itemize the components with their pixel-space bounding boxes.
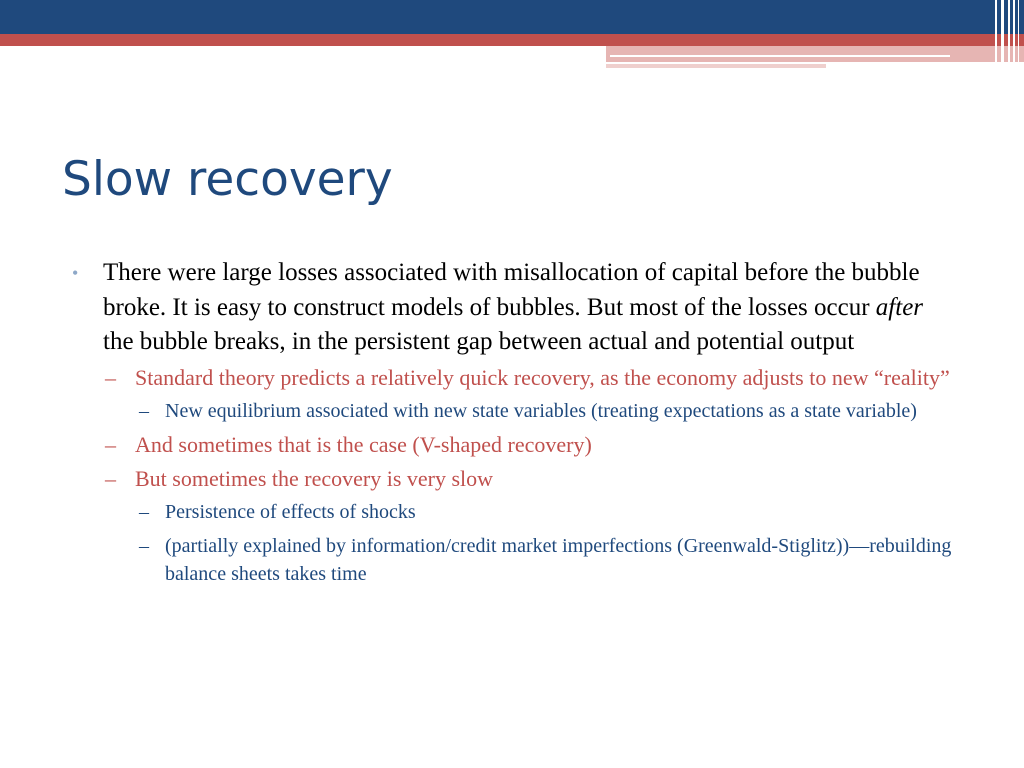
- header-stripe: [1018, 0, 1019, 70]
- main-bullet-emphasis: after: [875, 293, 924, 321]
- sub-sub-bullet-text: Persistence of effects of shocks: [165, 501, 416, 523]
- main-bullet-text-before: There were large losses associated with misallocation of capital before the bubble broke. It is easy to construct models of bubbles. But most of the losses occur: [103, 259, 920, 321]
- header-stripe: [1013, 0, 1015, 70]
- header-pink-band: [606, 46, 1024, 62]
- header-blue-band: [0, 0, 1024, 34]
- main-bullet-text-after: the bubble breaks, in the persistent gap between actual and potential output: [103, 328, 855, 355]
- sub-bullet-v-shaped: [72, 430, 952, 460]
- sub-bullet-text: Standard theory predicts a relatively quick recovery, as the economy adjusts to new “reality”: [135, 364, 950, 390]
- header-stripe: [1008, 0, 1010, 70]
- dash-marker: –: [105, 432, 116, 457]
- dash-marker: –: [139, 501, 149, 523]
- bullet-marker: •: [72, 263, 79, 283]
- sub-bullet-text: And sometimes that is the case (V-shaped recovery): [135, 432, 592, 457]
- header-red-band: [0, 34, 1024, 46]
- slide-title: Slow recovery: [62, 152, 393, 207]
- main-bullet: [72, 256, 952, 360]
- sub-sub-bullet-imperfections: [72, 532, 952, 589]
- sub-sub-bullet-persistence: [72, 498, 952, 527]
- header-white-line: [610, 55, 950, 57]
- dash-marker: –: [105, 364, 116, 390]
- sub-sub-bullet-text: (partially explained by information/credit market imperfections (Greenwald-Stiglitz))—rebuilding balance sheets takes time: [165, 534, 952, 585]
- header-stripe: [995, 0, 997, 70]
- header-stripe: [1001, 0, 1004, 70]
- slide-body: [72, 256, 952, 594]
- dash-marker: –: [139, 399, 149, 422]
- sub-bullet-text: But sometimes the recovery is very slow: [135, 466, 494, 491]
- sub-sub-bullet-text: New equilibrium associated with new state variables (treating expectations as a state variable): [165, 399, 917, 422]
- sub-bullet-slow-recovery: [72, 464, 952, 494]
- sub-bullet-standard-theory: [72, 363, 952, 393]
- header-thin-pink-band: [606, 64, 826, 68]
- dash-marker: –: [105, 466, 116, 491]
- sub-sub-bullet-new-equilibrium: [72, 397, 952, 426]
- dash-marker: –: [139, 534, 149, 557]
